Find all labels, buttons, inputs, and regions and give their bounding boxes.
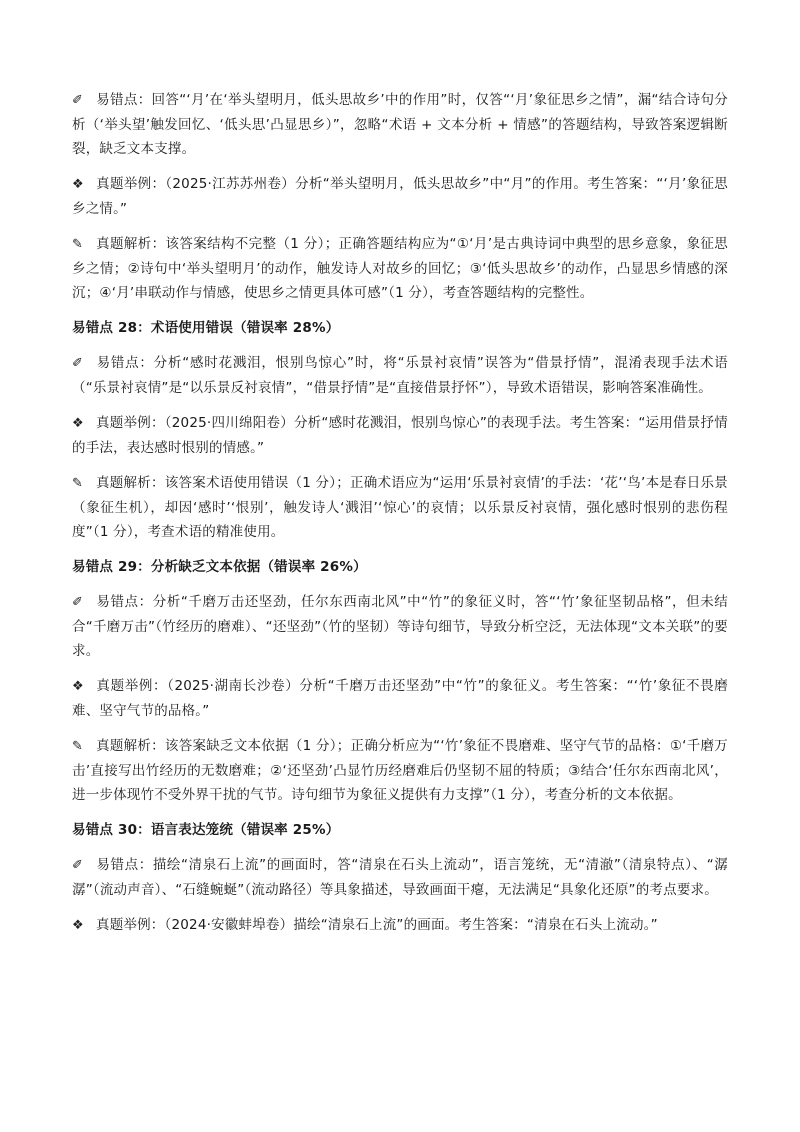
exam-analysis-paragraph <box>72 232 728 305</box>
pen-nib-icon: ✎ <box>72 739 84 754</box>
exam-example-paragraph <box>72 674 728 723</box>
paragraph-text: 易错点：分析“感时花溅泪，恨别鸟惊心”时，将“乐景衬哀情”误答为“借景抒情”，混淆表现手法术语（“乐景衬哀情”是“以乐景反衬哀情”，“借景抒情”是“直接借景抒怀”），导致术语错误，影响答案准确性。 <box>72 355 728 396</box>
pencil-icon: ✐ <box>72 858 84 873</box>
error-point-paragraph <box>72 351 728 400</box>
section-heading-29: 易错点 29：分析缺乏文本依据（错误率 26%） <box>72 559 367 575</box>
error-point-paragraph <box>72 853 728 902</box>
pencil-icon: ✐ <box>72 356 84 371</box>
exam-example-paragraph <box>72 411 728 460</box>
paragraph-text: 易错点：分析“千磨万击还坚劲，任尔东西南北风”中“竹”的象征义时，答“‘竹’象征坚韧品格”，但未结合“千磨万击”（竹经历的磨难）、“还坚劲”（竹的坚韧）等诗句细节，导致分析空泛，无法体现“文本关联”的要求。 <box>72 594 728 659</box>
diamond-bullet-icon: ❖ <box>72 918 84 933</box>
paragraph-text: 真题解析：该答案结构不完整（1 分）；正确答题结构应为“①‘月’是古典诗词中典型的思乡意象，象征思乡之情；②诗句中‘举头望明月’的动作，触发诗人对故乡的回忆；③‘低头思故乡’的动作，凸显思乡情感的深沉；④‘月’串联动作与情感，使思乡之情更具体可感”（1 分），考查答题结构的完整性。 <box>72 236 728 301</box>
pencil-icon: ✐ <box>72 595 84 610</box>
document-page <box>72 88 728 949</box>
paragraph-text: 易错点：回答“‘月’在‘举头望明月，低头思故乡’中的作用”时，仅答“‘月’象征思乡之情”，漏“结合诗句分析（‘举头望’触发回忆、‘低头思’凸显思乡）”，忽略“术语 + 文本分析 + 情感”的答题结构，导致答案逻辑断裂，缺乏文本支撑。 <box>72 92 728 157</box>
diamond-bullet-icon: ❖ <box>72 679 84 694</box>
pencil-icon: ✐ <box>72 93 84 108</box>
paragraph-text: 真题举例：（2025·湖南长沙卷）分析“千磨万击还坚劲”中“竹”的象征义。考生答案：“‘竹’象征不畏磨难、坚守气节的品格。” <box>72 678 728 719</box>
pen-nib-icon: ✎ <box>72 237 84 252</box>
paragraph-text: 真题解析：该答案缺乏文本依据（1 分）；正确分析应为“‘竹’象征不畏磨难、坚守气节的品格：①‘千磨万击’直接写出竹经历的无数磨难；②‘还坚劲’凸显竹历经磨难后仍坚韧不屈的特质；③结合‘任尔东西南北风’，进一步体现竹不受外界干扰的气节。诗句细节为象征义提供有力支撑”（1 分），考查分析的文本依据。 <box>72 738 728 803</box>
paragraph-text: 真题举例：（2024·安徽蚌埠卷）描绘“清泉石上流”的画面。考生答案：“清泉在石头上流动。” <box>96 917 658 933</box>
section-heading-28: 易错点 28：术语使用错误（错误率 28%） <box>72 320 340 336</box>
error-point-paragraph <box>72 88 728 161</box>
paragraph-text: 真题解析：该答案术语使用错误（1 分）；正确术语应为“运用‘乐景衬哀情’的手法：‘花’‘鸟’本是春日乐景（象征生机），却因‘感时’‘恨别’，触发诗人‘溅泪’‘惊心’的哀情；以乐景反衬哀情，强化感时恨别的悲伤程度”（1 分），考查术语的精准使用。 <box>72 475 728 540</box>
exam-example-paragraph <box>72 913 728 938</box>
exam-analysis-paragraph <box>72 734 728 807</box>
diamond-bullet-icon: ❖ <box>72 177 84 192</box>
exam-example-paragraph <box>72 172 728 221</box>
paragraph-text: 易错点：描绘“清泉石上流”的画面时，答“清泉在石头上流动”，语言笼统，无“清澈”（清泉特点）、“潺潺”（流动声音）、“石缝蜿蜒”（流动路径）等具象描述，导致画面干瘪，无法满足“具象化还原”的考点要求。 <box>72 857 728 898</box>
error-point-paragraph <box>72 590 728 663</box>
pen-nib-icon: ✎ <box>72 476 84 491</box>
paragraph-text: 真题举例：（2025·江苏苏州卷）分析“举头望明月，低头思故乡”中“月”的作用。考生答案：“‘月’象征思乡之情。” <box>72 176 728 217</box>
diamond-bullet-icon: ❖ <box>72 416 84 431</box>
section-heading-30: 易错点 30：语言表达笼统（错误率 25%） <box>72 822 340 838</box>
exam-analysis-paragraph <box>72 471 728 544</box>
paragraph-text: 真题举例：（2025·四川绵阳卷）分析“感时花溅泪，恨别鸟惊心”的表现手法。考生答案：“运用借景抒情的手法，表达感时恨别的情感。” <box>72 415 728 456</box>
